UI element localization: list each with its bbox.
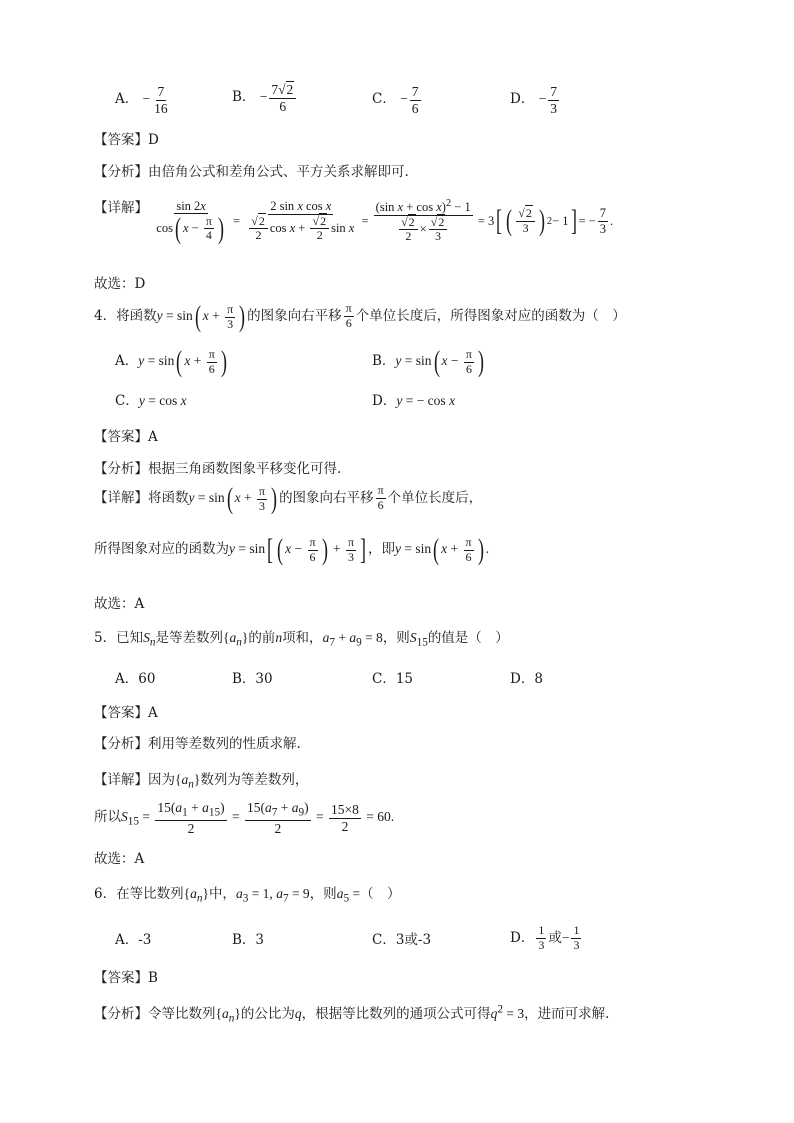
q6-stem-a: 中， xyxy=(208,886,236,902)
q4-detail2-prefix: 所得图象对应的函数为 xyxy=(94,541,229,558)
q6-analysis-c: ，进而可求解. xyxy=(524,1006,610,1022)
q6-frac-b: − $\frac{1}{3}$ xyxy=(561,923,580,953)
q5-stem-e: 的值是（ ） xyxy=(427,630,509,646)
q4-option-b xyxy=(372,347,486,377)
q6-answer xyxy=(94,966,158,986)
q5-answer-value: A xyxy=(148,705,158,721)
q6-analysis-seq: $\{a_n\}$ xyxy=(215,1006,241,1025)
q3-detail xyxy=(94,196,613,244)
option-label: B． xyxy=(232,89,256,106)
q4-conclusion: 故选：A xyxy=(94,596,145,612)
q5-option-c: C．15 xyxy=(372,671,414,687)
q5-analysis xyxy=(94,732,301,752)
q3-option-d-value: − $\frac{7}{3}$ xyxy=(538,84,557,116)
q5-stem-d: ，则 xyxy=(382,630,410,646)
q3-option-c-value: − $\frac{7}{6}$ xyxy=(400,84,419,116)
q4-option-b-value: y = sin( x − $\frac{\pi}{6}$ ) xyxy=(395,345,484,378)
q3-answer xyxy=(94,128,159,148)
q3-option-b xyxy=(232,82,298,114)
q4-detail-suffix: 个单位长度后， xyxy=(387,490,483,507)
q3-option-a-value: − $\frac{7}{16}$ xyxy=(142,84,168,116)
detail-tag: 【详解】 xyxy=(94,772,148,788)
q5-s15: $S_{15}$ xyxy=(409,630,428,649)
q5-detail-suffix: 数列为等差数列， xyxy=(200,772,309,788)
option-label: D． xyxy=(510,929,535,946)
q6-analysis-b: ，根据等比数列的通项公式可得 xyxy=(301,1006,491,1022)
q4-detail xyxy=(94,484,482,514)
analysis-tag: 【分析】 xyxy=(94,461,148,477)
q6-option-d-mid: 或 xyxy=(548,929,562,946)
q5-stem-b: 的前 xyxy=(248,630,276,646)
q5-detail-prefix: 因为 xyxy=(148,772,175,788)
q3-analysis-text: 由倍角公式和差角公式、平方关系求解即可. xyxy=(148,164,409,180)
q3-detail-formula: sin 2x cos( x − $\frac{\pi}{4}$ ) = 2 sin x cos x $\frac{√2}{2}$ cos x + $\frac{√2}{2}$ sin x = (sin x + cos x)$^2$ − 1 $\frac{√2}{2}$ × $\frac{√2}{3}$ = 3 [ ( $\frac{√2}{3}$ ) 2 − 1 ] = − $\frac{7}{3}$ . xyxy=(156,198,614,245)
q4-detail-shift: $\frac{\pi}{6}$ xyxy=(377,483,384,513)
q6-answer-value: B xyxy=(148,970,158,986)
q6-frac-a: $\frac{1}{3}$ xyxy=(538,923,545,952)
q6-stem xyxy=(94,882,401,905)
q4-option-c xyxy=(115,389,187,409)
q3-option-b-value: − $\frac{7√2}{6}$ xyxy=(260,89,299,104)
q6-analysis-prefix: 令等比数列 xyxy=(148,1006,216,1022)
q6-analysis-q: q xyxy=(294,1006,302,1021)
option-label: D． xyxy=(372,393,397,409)
q4-detail2-result: y = sin( x + $\frac{\pi}{6}$ ) . xyxy=(395,533,489,566)
detail-tag: 【详解】 xyxy=(94,490,148,507)
detail-tag: 【详解】 xyxy=(94,200,148,216)
q4-detail-prefix: 将函数 xyxy=(148,490,189,507)
q5-detail-seq: $\{a_n\}$ xyxy=(175,772,201,791)
q3-option-d xyxy=(510,84,561,116)
answer-tag: 【答案】 xyxy=(94,429,148,445)
option-label: A． xyxy=(115,353,139,370)
q5-option-d: D．8 xyxy=(510,671,543,687)
q4-option-d xyxy=(372,389,455,409)
option-label: A． xyxy=(115,91,139,108)
q4-stem-shift: $\frac{\pi}{6}$ xyxy=(345,301,352,331)
analysis-tag: 【分析】 xyxy=(94,1006,148,1022)
q5-detail2-prefix: 所以 xyxy=(94,809,121,826)
option-label: C． xyxy=(372,91,396,108)
analysis-tag: 【分析】 xyxy=(94,164,148,180)
q4-detail2-func: y = sin[ ( x − $\frac{\pi}{6}$ ) + $\frac{\pi}{3}$ ] xyxy=(229,533,366,566)
q6-option-b: B．3 xyxy=(232,932,265,948)
q6-option-c: C．3或-3 xyxy=(372,932,432,948)
answer-tag: 【答案】 xyxy=(94,970,148,986)
q4-stem-suffix: 个单位长度后，所得图象对应的函数为（ ） xyxy=(355,308,626,325)
q3-analysis xyxy=(94,160,409,180)
q4-option-a xyxy=(115,347,229,377)
q4-analysis xyxy=(94,457,341,477)
q5-option-a: A．60 xyxy=(115,671,156,687)
q5-detail xyxy=(94,768,308,791)
q4-stem-func: y = sin( x + $\frac{\pi}{3}$ ) xyxy=(156,300,246,333)
q3-answer-value: D xyxy=(148,132,159,148)
q4-detail-func: y = sin( x + $\frac{\pi}{3}$ ) xyxy=(188,482,278,515)
q5-option-b: B．30 xyxy=(232,671,273,687)
q6-stem-prefix: 6．在等比数列 xyxy=(94,886,184,902)
q4-detail2-mid: ，即 xyxy=(368,541,395,558)
q5-n: n xyxy=(275,630,283,645)
q6-stem-b: ，则 xyxy=(309,886,337,902)
q4-detail-mid: 的图象向右平移 xyxy=(279,490,374,507)
q4-stem-prefix: 4．将函数 xyxy=(94,308,157,325)
q5-stem-a: 是等差数列 xyxy=(155,630,223,646)
q5-answer xyxy=(94,701,158,721)
q6-a5: $a_5$ = xyxy=(336,886,361,905)
q5-detail2-formula: $S_{15}$ = $\frac{15(a_1 + a_{15})}{2}$ = $\frac{15(a_7 + a_9)}{2}$ = $\frac{15\times 8}{2}$ = 60. xyxy=(121,800,395,836)
q3-option-c xyxy=(372,84,423,116)
option-label: B． xyxy=(372,353,396,370)
q6-option-d xyxy=(510,924,583,953)
answer-tag: 【答案】 xyxy=(94,132,148,148)
q4-option-a-value: y = sin( x + $\frac{\pi}{6}$ ) xyxy=(138,345,227,378)
q4-analysis-text: 根据三角函数图象平移变化可得. xyxy=(148,461,342,477)
option-label: D． xyxy=(510,91,535,108)
q5-sn: $S_n$ xyxy=(143,630,156,649)
q5-stem-prefix: 5．已知 xyxy=(94,630,144,646)
q5-detail-2 xyxy=(94,800,394,836)
q5-stem-c: 项和， xyxy=(282,630,323,646)
q3-option-a xyxy=(115,84,172,116)
q4-answer xyxy=(94,425,158,445)
q4-detail-2 xyxy=(94,535,489,565)
q6-analysis-a: 的公比为 xyxy=(240,1006,295,1022)
q6-analysis-eq: $q^2 = 3$ xyxy=(490,1003,525,1021)
analysis-tag: 【分析】 xyxy=(94,736,148,752)
q4-answer-value: A xyxy=(148,429,158,445)
q5-conclusion: 故选：A xyxy=(94,851,145,867)
q5-seq: $\{a_n\}$ xyxy=(222,630,249,649)
q5-analysis-text: 利用等差数列的性质求解. xyxy=(148,736,301,752)
option-label: C． xyxy=(115,393,139,409)
q4-option-d-value: y = − cos x xyxy=(396,393,456,408)
q6-analysis xyxy=(94,1002,609,1025)
q6-cond: $a_3 = 1$, $a_7 = 9$ xyxy=(235,886,310,905)
q4-stem xyxy=(94,302,626,332)
q6-option-a: A．-3 xyxy=(115,932,152,948)
q6-seq: $\{a_n\}$ xyxy=(183,886,209,905)
q4-option-c-value: y = cos x xyxy=(138,393,187,408)
q5-stem xyxy=(94,626,509,649)
q6-stem-c: （ ） xyxy=(360,886,401,902)
q3-conclusion: 故选：D xyxy=(94,276,146,292)
q5-cond: $a_7 + a_9 = 8$ xyxy=(322,630,383,649)
answer-tag: 【答案】 xyxy=(94,705,148,721)
q4-stem-mid: 的图象向右平移 xyxy=(247,308,342,325)
